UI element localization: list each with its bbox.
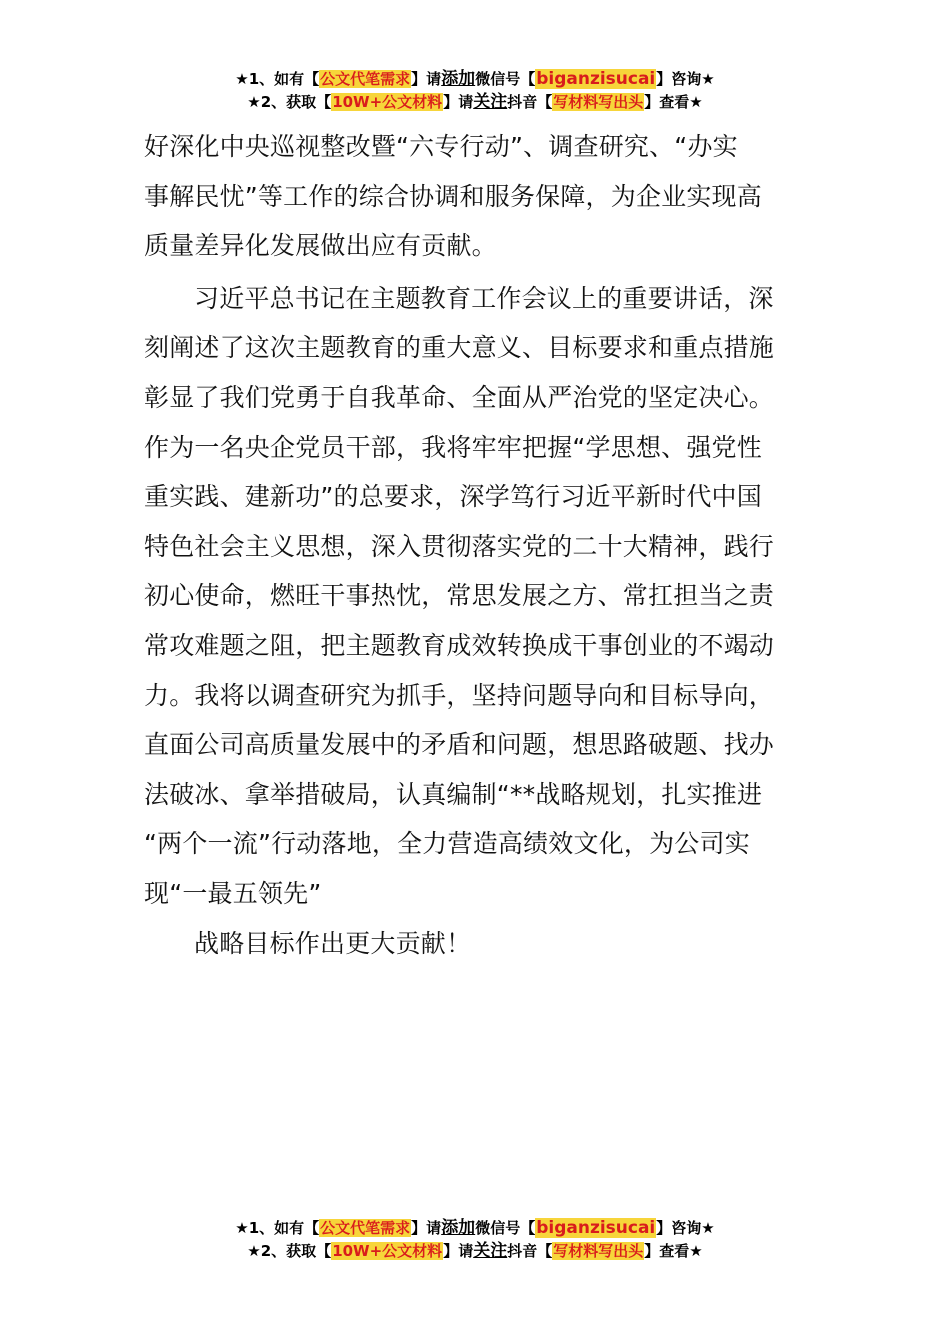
body-line: 初心使命，燃旺干事热忱，常思发展之方、常扛担当之责 xyxy=(144,581,775,611)
body-line: 习近平总书记在主题教育工作会议上的重要讲话，深 xyxy=(194,283,774,313)
banner-line-2 xyxy=(0,91,950,114)
banner-line-2 xyxy=(0,1240,950,1263)
body-line: 彰显了我们党勇于自我革命、全面从严治党的坚定决心。 xyxy=(144,382,775,412)
banner-text: 】查看★ xyxy=(644,93,703,111)
footer-banner xyxy=(0,1217,950,1263)
banner-line-1 xyxy=(0,1217,950,1240)
banner-highlight: 公文代笔需求 xyxy=(320,70,411,88)
body-line: 法破冰、拿举措破局，认真编制“**战略规划，扎实推进 xyxy=(144,779,763,809)
body-line: 常攻难题之阻，把主题教育成效转换成干事创业的不竭动 xyxy=(144,630,775,660)
banner-text: 】咨询★ xyxy=(656,70,715,88)
banner-text: ★1、如有【 xyxy=(235,1219,320,1237)
banner-text: 】请 xyxy=(443,1242,474,1260)
body-line: 好深化中央巡视整改暨“六专行动”、调查研究、“办实 xyxy=(144,132,738,161)
body-line: 事解民忧”等工作的综合协调和服务保障，为企业实现高 xyxy=(144,181,762,211)
body-line: 力。我将以调查研究为抓手，坚持问题导向和目标导向， xyxy=(144,680,775,710)
banner-emphasis: 添加 xyxy=(441,69,476,89)
body-line: 重实践、建新功”的总要求，深学笃行习近平新时代中国 xyxy=(144,482,762,512)
banner-highlight: 10W+公文材料 xyxy=(332,1242,443,1260)
banner-highlight-wechat: biganzisucai xyxy=(536,1218,656,1238)
body-line: 战略目标作出更大贡献！ xyxy=(194,928,472,958)
banner-text: ★2、获取【 xyxy=(247,93,332,111)
banner-highlight-wechat: biganzisucai xyxy=(536,69,656,89)
body-line: 质量差异化发展做出应有贡献。 xyxy=(144,231,497,261)
body-line: 特色社会主义思想，深入贯彻落实党的二十大精神，践行 xyxy=(144,531,775,561)
body-line: 刻阐述了这次主题教育的重大意义、目标要求和重点措施 xyxy=(144,333,775,363)
banner-text: 抖音【 xyxy=(507,1242,553,1260)
banner-text: 】请 xyxy=(411,1219,442,1237)
header-banner xyxy=(0,68,950,114)
document-body xyxy=(144,122,814,968)
banner-text: 抖音【 xyxy=(507,93,553,111)
body-line: 作为一名央企党员干部，我将牢牢把握“学思想、强党性 xyxy=(144,432,762,462)
banner-text: ★1、如有【 xyxy=(235,70,320,88)
banner-emphasis: 关注 xyxy=(473,1241,508,1261)
banner-text: 微信号【 xyxy=(475,1219,536,1237)
body-line: “两个一流”行动落地，全力营造高绩效文化，为公司实 xyxy=(144,829,750,859)
banner-text: 】咨询★ xyxy=(656,1219,715,1237)
banner-text: 微信号【 xyxy=(475,70,536,88)
banner-highlight-douyin: 写材料写出头 xyxy=(553,93,644,111)
body-line: 直面公司高质量发展中的矛盾和问题，想思路破题、找办 xyxy=(144,730,775,760)
banner-emphasis: 关注 xyxy=(473,92,508,112)
banner-text: 】请 xyxy=(411,70,442,88)
banner-highlight: 10W+公文材料 xyxy=(332,93,443,111)
body-line: 现“一最五领先” xyxy=(144,878,322,908)
banner-text: 】查看★ xyxy=(644,1242,703,1260)
banner-emphasis: 添加 xyxy=(441,1218,476,1238)
banner-text: 】请 xyxy=(443,93,474,111)
banner-line-1 xyxy=(0,68,950,91)
banner-highlight: 公文代笔需求 xyxy=(320,1219,411,1237)
banner-text: ★2、获取【 xyxy=(247,1242,332,1260)
banner-highlight-douyin: 写材料写出头 xyxy=(553,1242,644,1260)
